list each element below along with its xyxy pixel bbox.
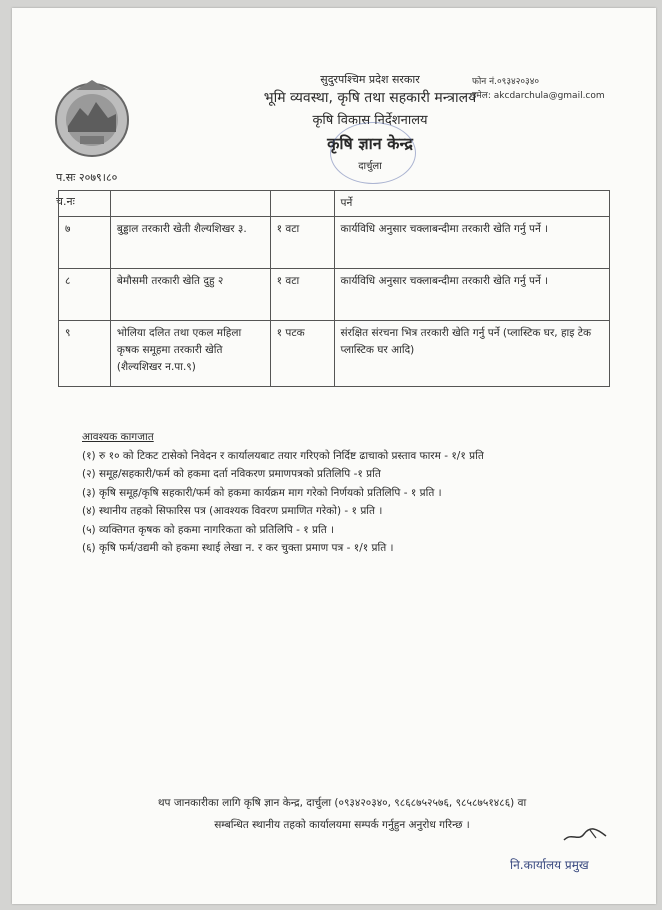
row-number: ७ — [59, 217, 111, 269]
row-item: बुड्डाल तरकारी खेती शैल्यशिखर ३. — [110, 217, 270, 269]
table-row — [59, 217, 610, 269]
document-item: (३) कृषि समूह/कृषि सहकारी/फर्म को हकमा कार्यक्रम माग गरेको निर्णयको प्रतिलिपि - १ प्रति । — [82, 486, 442, 499]
program-table — [58, 190, 610, 387]
reference-chn: च.नः — [56, 195, 75, 208]
table-cell — [59, 191, 111, 217]
table-cell — [270, 191, 334, 217]
row-note: कार्यविधि अनुसार चक्लाबन्दीमा तरकारी खेति गर्नु पर्ने । — [334, 217, 609, 269]
required-documents — [82, 428, 612, 558]
row-number: ९ — [59, 321, 111, 387]
table-cell — [110, 191, 270, 217]
footer-line: थप जानकारीका लागि कृषि ज्ञान केन्द्र, दार्चुला (०९३४२०३४०, ९८६८७५२५७६, ९८५८७५१४८६) वा — [157, 797, 527, 809]
table-row — [59, 191, 610, 217]
contact-email: इमेल: akcdarchula@gmail.com — [472, 91, 605, 101]
table-cell: पर्ने — [334, 191, 609, 217]
office-stamp — [330, 122, 416, 184]
row-note: संरक्षित संरचना भित्र तरकारी खेति गर्नु पर्ने (प्लास्टिक घर, हाइ टेक प्लास्टिक घर आदि) — [334, 321, 609, 387]
reference-ps: प.सः २०७९।८० — [56, 171, 118, 184]
document-item: (१) रु १० को टिकट टासेको निवेदन र कार्यालयबाट तयार गरिएको निर्दिष्ट ढाचाको प्रस्ताव फारम - १/१ प्रति — [82, 449, 484, 462]
table-row — [59, 321, 610, 387]
row-quantity: १ वटा — [270, 269, 334, 321]
footer-line: सम्बन्धित स्थानीय तहको कार्यालयमा सम्पर्क गर्नुहुन अनुरोध गरिन्छ । — [214, 819, 470, 831]
header-line-office: कृषि ज्ञान केन्द्र — [327, 134, 413, 153]
office-head-signoff: नि.कार्यालय प्रमुख — [510, 858, 589, 872]
contact-phone: फोन नं.०९३४२०३४० — [472, 77, 540, 87]
row-item: बेमौसमी तरकारी खेति दुहु २ — [110, 269, 270, 321]
header-line-province: सुदुरपश्चिम प्रदेश सरकार — [320, 73, 420, 86]
document-item: (५) व्यक्तिगत कृषक को हकमा नागरिकता को प्रतिलिपि - १ प्रति । — [82, 523, 335, 536]
government-emblem-icon — [50, 76, 134, 160]
footer-contact-note — [92, 792, 592, 836]
row-note: कार्यविधि अनुसार चक्लाबन्दीमा तरकारी खेति गर्नु पर्ने । — [334, 269, 609, 321]
documents-title: आवश्यक कागजात — [82, 431, 154, 443]
row-quantity: १ पटक — [270, 321, 334, 387]
document-item: (६) कृषि फर्म/उद्यमी को हकमा स्थाई लेखा न. र कर चुक्ता प्रमाण पत्र - १/१ प्रति । — [82, 542, 394, 554]
signature-icon — [560, 822, 610, 846]
document-item: (२) समूह/सहकारी/फर्म को हकमा दर्ता नविकरण प्रमाणपत्रको प्रतिलिपि -१ प्रति — [82, 468, 381, 480]
header-line-directorate: कृषि विकास निर्देशनालय — [312, 113, 428, 128]
header-line-district: दार्चुला — [358, 161, 382, 172]
row-quantity: १ वटा — [270, 217, 334, 269]
table-row — [59, 269, 610, 321]
row-item: भोलिया दलित तथा एकल महिला कृषक समूहमा तरकारी खेति (शैल्यशिखर न.पा.९) — [110, 321, 270, 387]
header-line-ministry: भूमि व्यवस्था, कृषि तथा सहकारी मन्त्रालय — [263, 90, 477, 106]
row-number: ८ — [59, 269, 111, 321]
document-item: (४) स्थानीय तहको सिफारिस पत्र (आवश्यक विवरण प्रमाणित गरेको) - १ प्रति । — [82, 505, 383, 517]
